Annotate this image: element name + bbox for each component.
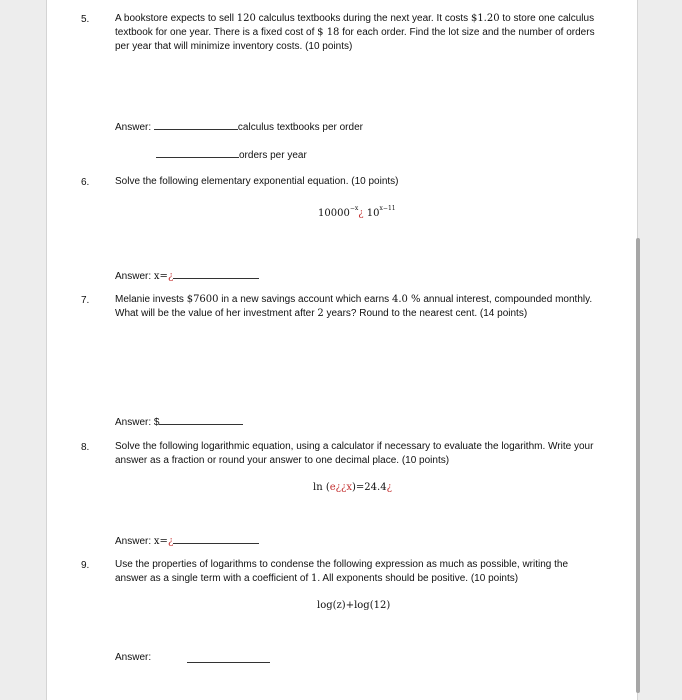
q6-eq-exponent-2: x−11 <box>379 205 396 212</box>
question-8-number: 8. <box>81 442 90 453</box>
question-5-text <box>115 12 600 54</box>
q9-answer-blank[interactable] <box>187 653 270 663</box>
q9-value-coefficient: 1 <box>311 573 318 584</box>
q7-value-principal: $7600 <box>186 294 219 305</box>
q8-eq-ln: ln <box>313 482 323 493</box>
q5-text-part: for each order. Find the lot size and the number of orders per year that will minimize inventory costs. (10 points) <box>115 27 595 52</box>
q6-answer-var: x= <box>153 271 168 282</box>
q8-answer-label: Answer: <box>115 536 152 547</box>
q6-eq-exponent: −x <box>349 205 359 212</box>
q8-answer-blank[interactable] <box>173 534 259 544</box>
q6-answer-glyph: ¿ <box>167 271 174 282</box>
q6-eq-base: 10000 <box>318 208 350 219</box>
question-7-number: 7. <box>81 295 90 306</box>
q6-answer-blank[interactable] <box>173 269 259 279</box>
q5-answer-unit-1: calculus textbooks per order <box>237 122 363 133</box>
q7-text-part: in a new savings account which earns <box>218 294 392 305</box>
question-8-text: Solve the following logarithmic equation, using a calculator if necessary to evaluate the logarithm. Write your answer as a fraction or round your answer to one decimal place. (10 points) <box>115 441 594 466</box>
q7-value-years: 2 <box>317 308 324 319</box>
q9-answer-label: Answer: <box>115 652 152 663</box>
q7-value-rate: 4.0 % <box>391 294 421 305</box>
q9-expression: log(z)+log(12) <box>317 600 391 611</box>
q9-text-part: . All exponents should be positive. (10 points) <box>317 573 519 584</box>
question-6-text: Solve the following elementary exponential equation. (10 points) <box>115 176 399 187</box>
q7-text-part: Melanie invests <box>115 294 187 305</box>
q5-value-textbooks: 120 <box>236 13 256 24</box>
q8-answer-var: x= <box>153 536 168 547</box>
q6-eq-glyph: ¿ <box>358 208 364 219</box>
q6-answer-label: Answer: <box>115 271 152 282</box>
q7-text-part: years? Round to the nearest cent. (14 points) <box>323 308 528 319</box>
q8-answer-row <box>115 534 259 548</box>
question-7-text <box>115 293 600 321</box>
q5-answer-row-2 <box>156 148 307 162</box>
q6-equation <box>318 205 396 219</box>
q8-eq-paren: ( <box>325 482 330 493</box>
q5-text-part: A bookstore expects to sell <box>115 13 237 24</box>
q8-eq-glyph: ¿ <box>386 482 392 493</box>
q8-answer-glyph: ¿ <box>167 536 174 547</box>
q5-text-part: to store one calculus textbook for one year. There is a fixed cost of <box>115 13 595 38</box>
q8-eq-inner: e¿¿x <box>329 482 353 493</box>
question-6-number: 6. <box>81 177 90 188</box>
question-9-text <box>115 558 600 586</box>
question-5-number: 5. <box>81 14 90 25</box>
q6-answer-row <box>115 269 259 283</box>
q5-lot-size-blank[interactable] <box>154 120 238 130</box>
document-page <box>46 0 638 700</box>
q8-eq-rhs: )=24.4 <box>352 482 387 493</box>
q8-equation <box>313 482 392 493</box>
q9-text-part: Use the properties of logarithms to condense the following expression as much as possible, writing the answer as a single term with a coefficient of <box>115 559 569 584</box>
q7-answer-blank[interactable] <box>159 415 243 425</box>
question-9-number: 9. <box>81 560 90 571</box>
q7-answer-row <box>115 415 243 429</box>
q5-answer-row-1 <box>115 120 363 134</box>
q5-value-storage-cost: $1.20 <box>470 13 500 24</box>
q7-text-part: annual interest, compounded monthly. What will be the value of her investment after <box>115 294 593 319</box>
q5-answer-label: Answer: <box>115 122 152 133</box>
scrollbar-thumb[interactable] <box>636 238 640 693</box>
q5-value-fixed-cost: $ 18 <box>317 27 340 38</box>
q5-orders-blank[interactable] <box>156 148 239 158</box>
q5-answer-unit-2: orders per year <box>239 150 307 161</box>
q5-text-part: calculus textbooks during the next year. It costs <box>255 13 471 24</box>
q7-answer-label: Answer: $ <box>115 417 160 428</box>
q9-answer-row <box>115 652 151 664</box>
q6-eq-base-2: 10 <box>366 208 380 219</box>
